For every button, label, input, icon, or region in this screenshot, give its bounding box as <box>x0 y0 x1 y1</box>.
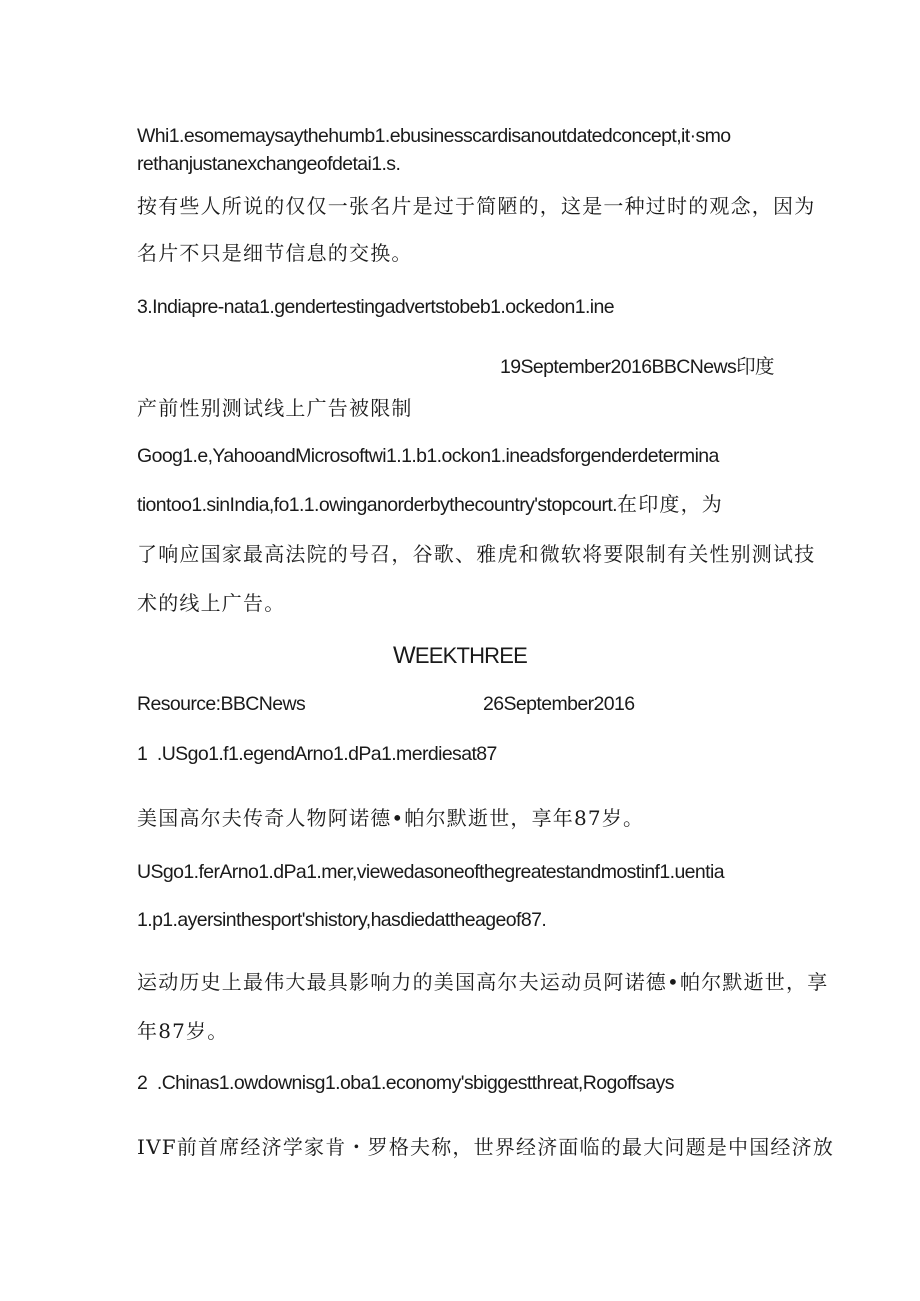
paragraph-en-line: Whi1.esomemaysaythehumb1.ebusinesscardisanoutdatedconcept,it·smo <box>137 125 731 147</box>
paragraph-zh-line: 年87岁。 <box>137 1019 229 1043</box>
paragraph-zh-line: 按有些人所说的仅仅一张名片是过于简陋的，这是一种过时的观念，因为 <box>137 194 816 218</box>
article-zh-title: 产前性别测试线上广告被限制 <box>137 396 413 420</box>
paragraph-en-line: 1.p1.ayersinthesport'shistory,hasdiedattheageof87. <box>137 909 547 931</box>
article-title: 1 .USgo1.f1.egendArno1.dPa1.merdiesat87 <box>137 743 497 765</box>
paragraph-en-segment: tiontoo1.sinIndia,fo1.1.owinganorderbythecountry'stopcourt. <box>137 494 617 516</box>
paragraph-zh-line: IVF前首席经济学家肯・罗格夫称，世界经济面临的最大问题是中国经济放 <box>137 1135 835 1159</box>
paragraph-zh-segment: 在印度，为 <box>617 492 723 516</box>
section-heading-rest: EEKTHREE <box>414 643 528 668</box>
paragraph-zh-line: 了响应国家最高法院的号召，谷歌、雅虎和微软将要限制有关性别测试技 <box>137 542 816 566</box>
paragraph-mixed-line <box>137 492 723 517</box>
paragraph-en-line: USgo1.ferArno1.dPa1.mer,viewedasoneofthegreatestandmostinf1.uentia <box>137 861 724 883</box>
article-title: 2 .Chinas1.owdownisg1.oba1.economy'sbiggestthreat,Rogoffsays <box>137 1072 674 1094</box>
resource-date: 26September2016 <box>483 693 635 715</box>
paragraph-en-line: rethanjustanexchangeofdetai1.s. <box>137 153 401 175</box>
section-heading-initial: W <box>392 642 415 669</box>
resource-line: Resource:BBCNews <box>137 693 306 715</box>
article-dateline: 19September2016BBCNews印度 <box>500 356 774 378</box>
paragraph-en-line: Goog1.e,YahooandMicrosoftwi1.1.b1.ockon1.ineadsforgenderdetermina <box>137 445 719 467</box>
article-title: 3.Indiapre-nata1.gendertestingadvertstobeb1.ockedon1.ine <box>137 296 615 318</box>
article-zh-title: 美国高尔夫传奇人物阿诺德•帕尔默逝世，享年87岁。 <box>137 806 645 830</box>
section-heading <box>0 642 920 670</box>
paragraph-zh-line: 术的线上广告。 <box>137 591 286 615</box>
paragraph-zh-line: 名片不只是细节信息的交换。 <box>137 241 413 265</box>
paragraph-zh-line: 运动历史上最伟大最具影响力的美国高尔夫运动员阿诺德•帕尔默逝世，享 <box>137 970 829 994</box>
